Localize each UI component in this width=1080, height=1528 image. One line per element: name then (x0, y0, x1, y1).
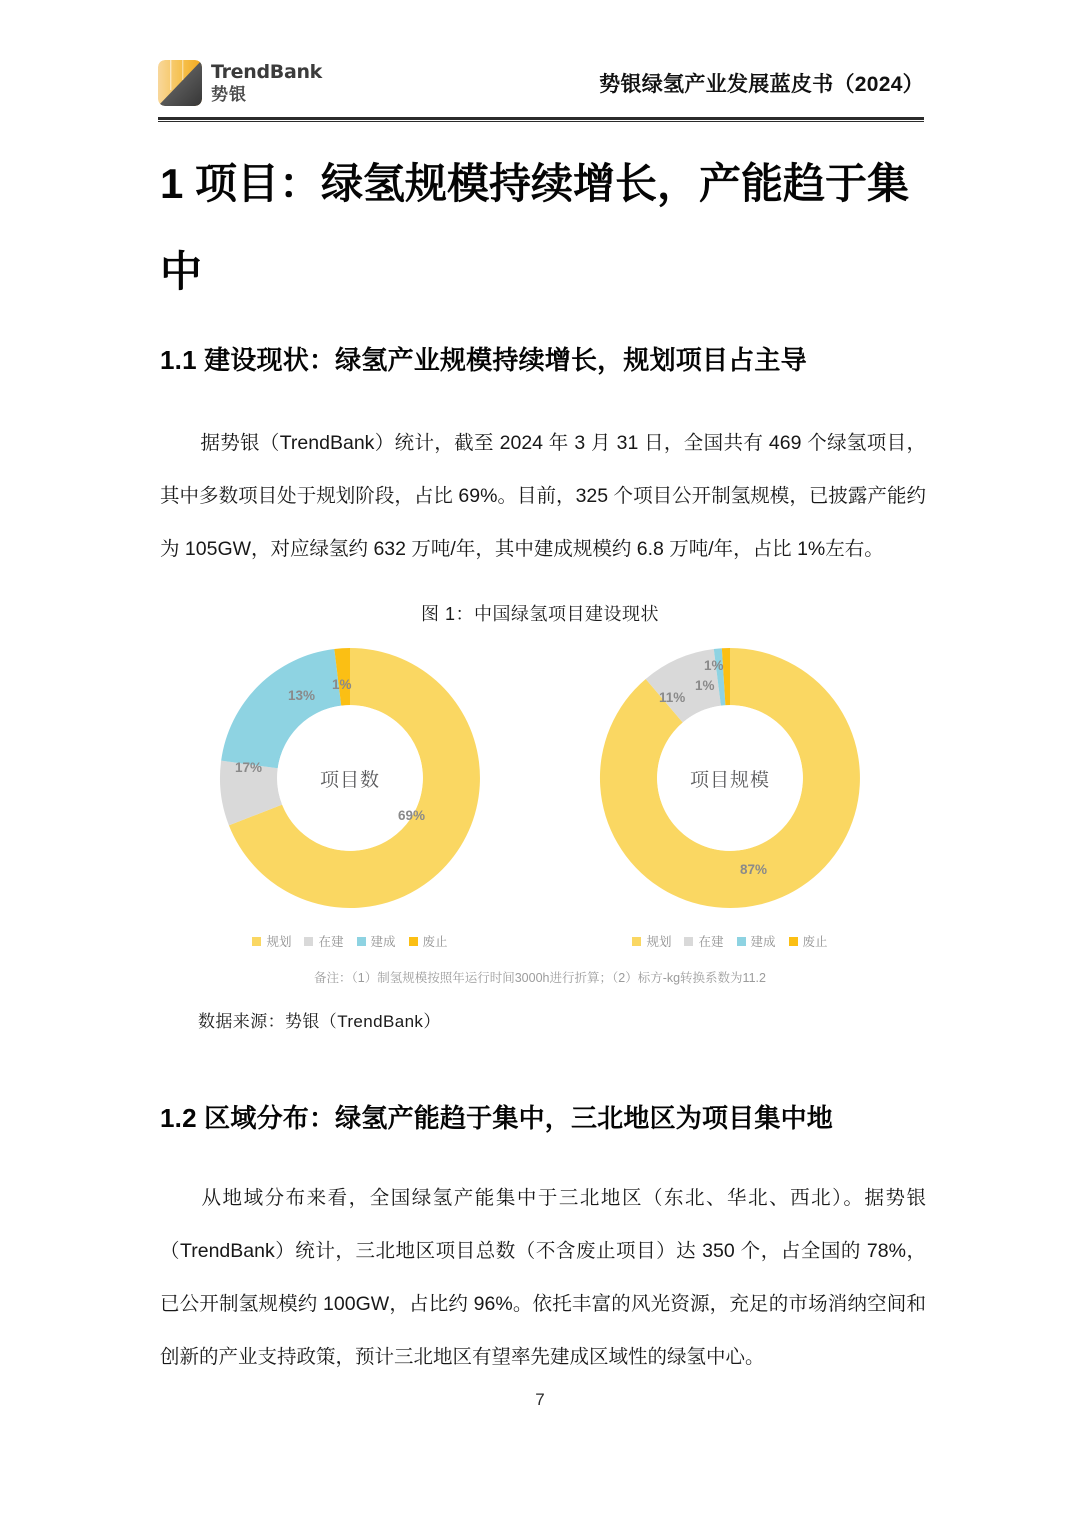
legend-swatch-built (357, 937, 366, 946)
legend-label-building: 在建 (698, 935, 724, 949)
legend-label-built: 建成 (750, 935, 776, 949)
legend-swatch-abandoned (409, 937, 418, 946)
brand-text (211, 63, 322, 103)
section-heading-1-1: 1.1 建设现状：绿氢产业规模持续增长，规划项目占主导 (160, 345, 807, 375)
legend-label-abandoned: 废止 (422, 935, 448, 949)
trendbank-logo-icon (158, 60, 202, 106)
legend-item-abandoned[interactable] (789, 932, 828, 950)
legend-item-planning[interactable] (252, 932, 291, 950)
legend-item-abandoned[interactable] (409, 932, 448, 950)
section-heading-1-2: 1.2 区域分布：绿氢产能趋于集中，三北地区为项目集中地 (160, 1103, 833, 1133)
figure-source: 数据来源：势银（TrendBank） (198, 1012, 441, 1031)
paragraph-1-text: 据势银（TrendBank）统计，截至 2024 年 3 月 31 日，全国共有 469 个绿氢项目，其中多数项目处于规划阶段，占比 69%。目前，325 个项目公开制氢规模，已披露产能约为 105GW，对应绿氢约 632 万吨/年，其中建成规模约 6.8 万吨/年，占比 1%左右。 (160, 432, 926, 560)
paragraph-2 (160, 1172, 926, 1384)
legend-label-built: 建成 (370, 935, 396, 949)
legend-swatch-planning (632, 937, 641, 946)
chart-legend-project-count (200, 932, 500, 950)
legend-swatch-built (737, 937, 746, 946)
legend-label-planning: 规划 (646, 935, 672, 949)
page-header (158, 52, 924, 114)
legend-label-building: 在建 (318, 935, 344, 949)
header-divider (158, 117, 924, 120)
slice-value-building: 11% (659, 690, 686, 705)
legend-item-planning[interactable] (632, 932, 671, 950)
paragraph-2-text: 从地域分布来看，全国绿氢产能集中于三北地区（东北、华北、西北）。据势银（TrendBank）统计，三北地区项目总数（不含废止项目）达 350 个，占全国的 78%，已公开制氢规模约 100GW，占比约 96%。依托丰富的风光资源，充足的市场消纳空间和创新的产业支持政策，预计三北地区有望率先建成区域性的绿氢中心。 (160, 1187, 926, 1368)
legend-swatch-building (684, 937, 693, 946)
slice-value-building: 17% (235, 760, 263, 775)
brand-logo (158, 60, 322, 106)
figure-caption: 图 1：中国绿氢项目建设现状 (420, 604, 659, 624)
slice-value-built: 1% (695, 678, 715, 693)
figure-note: 备注：（1）制氢规模按照年运行时间3000h进行折算；（2）标方-kg转换系数为11.2 (314, 971, 766, 985)
page-number: 7 (535, 1390, 545, 1409)
legend-label-abandoned: 废止 (802, 935, 828, 949)
legend-item-building[interactable] (684, 932, 723, 950)
donut-center-label-project-count: 项目数 (319, 769, 380, 791)
legend-item-built[interactable] (357, 932, 396, 950)
slice-value-planning: 69% (398, 808, 426, 823)
legend-swatch-planning (252, 937, 261, 946)
slice-value-built: 13% (288, 688, 316, 703)
donut-chart-project-count (200, 640, 500, 960)
donut-graphic-project-count (212, 640, 488, 916)
legend-item-built[interactable] (737, 932, 776, 950)
donut-graphic-project-scale (592, 640, 868, 916)
legend-swatch-abandoned (789, 937, 798, 946)
legend-swatch-building (304, 937, 313, 946)
page-title: 1 项目：绿氢规模持续增长，产能趋于集中 (160, 160, 910, 295)
legend-label-planning: 规划 (266, 935, 292, 949)
brand-name-cn: 势银 (211, 85, 247, 104)
chart-legend-project-scale (580, 932, 880, 950)
donut-chart-project-scale (580, 640, 880, 960)
figure-charts (200, 640, 880, 960)
brand-name-en: TrendBank (211, 61, 323, 83)
document-header-title: 势银绿氢产业发展蓝皮书（2024） (599, 73, 924, 96)
paragraph-1 (160, 417, 926, 576)
legend-item-building[interactable] (304, 932, 343, 950)
donut-center-label-project-scale: 项目规模 (689, 769, 770, 791)
slice-value-abandoned: 1% (332, 677, 352, 692)
slice-value-abandoned: 1% (704, 658, 724, 673)
slice-value-planning: 87% (740, 862, 768, 877)
